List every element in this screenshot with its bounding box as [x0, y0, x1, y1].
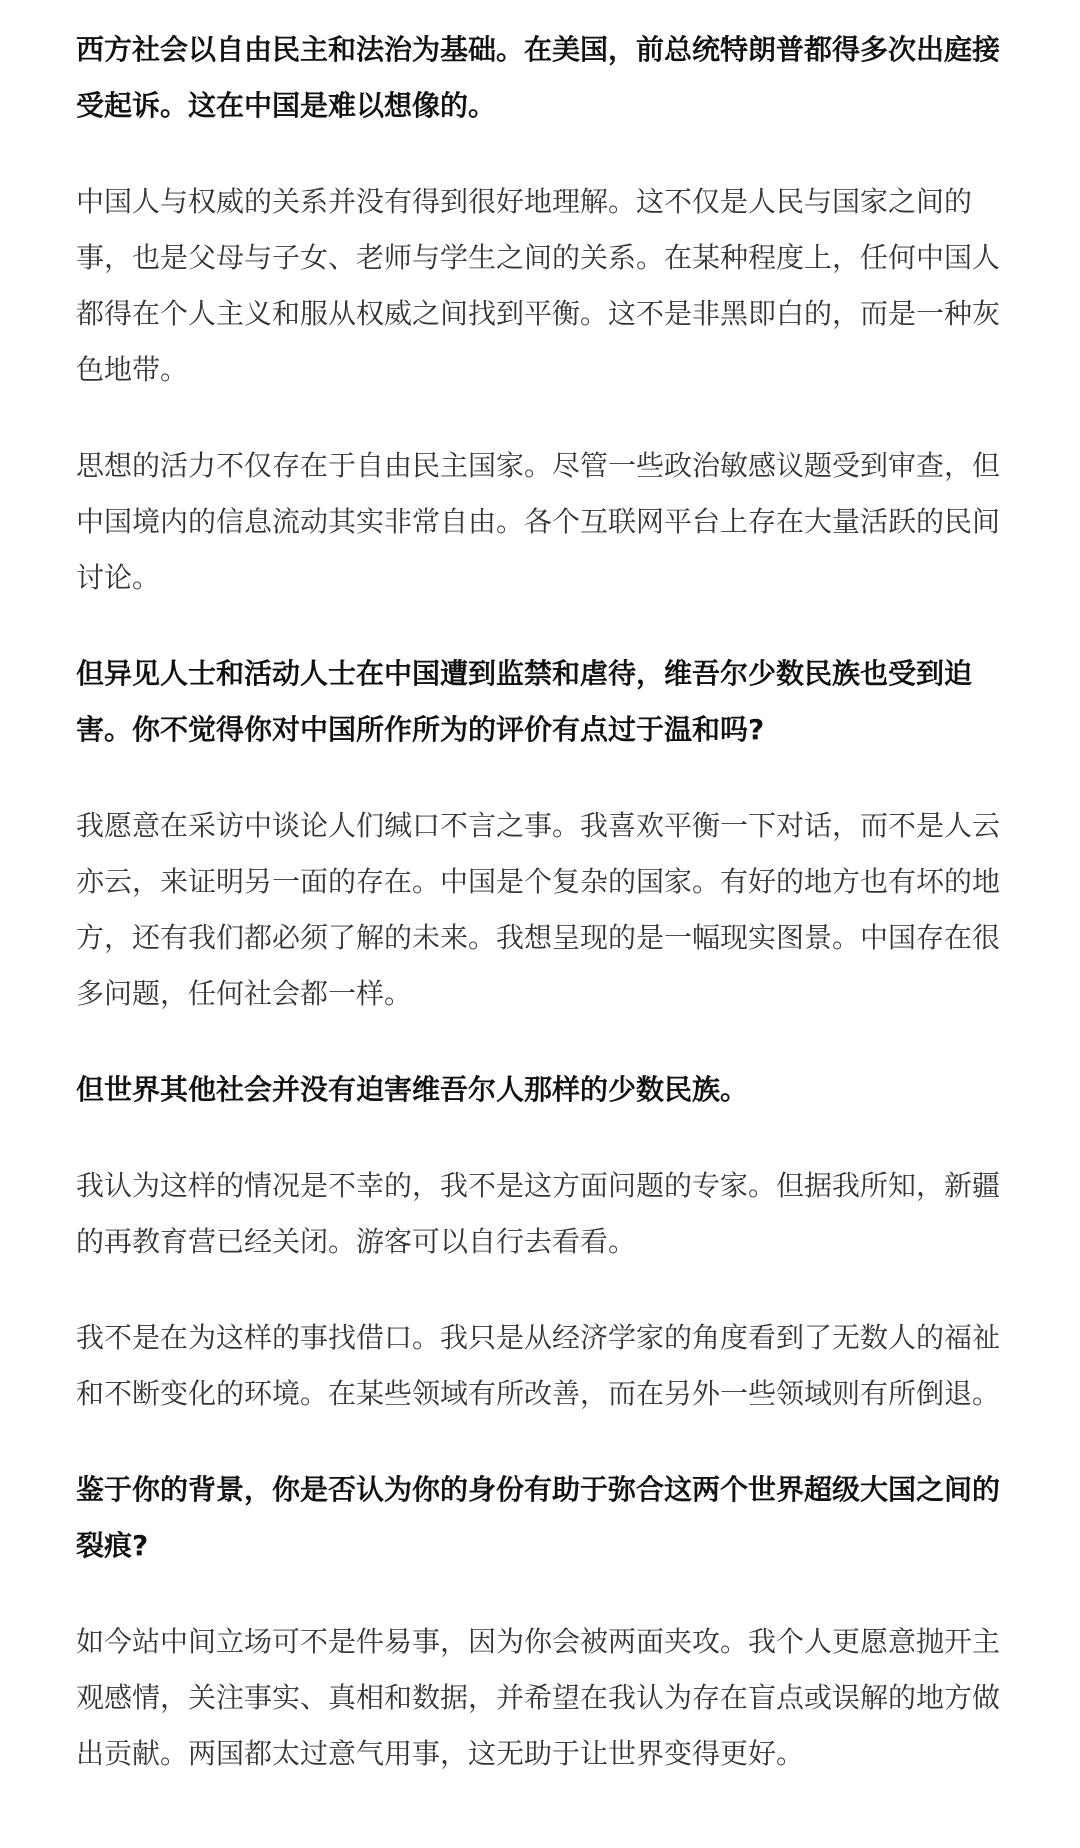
answer-paragraph: 思想的活力不仅存在于自由民主国家。尽管一些政治敏感议题受到审查，但中国境内的信息流动其实非常自由。各个互联网平台上存在大量活跃的民间讨论。: [76, 449, 1001, 594]
question-paragraph: 鉴于你的背景，你是否认为你的身份有助于弥合这两个世界超级大国之间的裂痕?: [76, 1473, 1001, 1562]
question-paragraph: 西方社会以自由民主和法治为基础。在美国，前总统特朗普都得多次出庭接受起诉。这在中国是难以想像的。: [76, 33, 1001, 122]
question-paragraph: 但异见人士和活动人士在中国遭到监禁和虐待，维吾尔少数民族也受到迫害。你不觉得你对中国所作所为的评价有点过于温和吗?: [76, 657, 973, 746]
answer-paragraph: 我不是在为这样的事找借口。我只是从经济学家的角度看到了无数人的福祉和不断变化的环境。在某些领域有所改善，而在另外一些领域则有所倒退。: [76, 1321, 1001, 1410]
answer-paragraph: 中国人与权威的关系并没有得到很好地理解。这不仅是人民与国家之间的事，也是父母与子女、老师与学生之间的关系。在某种程度上，任何中国人都得在个人主义和服从权威之间找到平衡。这不是非黑即白的，而是一种灰色地带。: [76, 185, 1001, 386]
answer-paragraph: 如今站中间立场可不是件易事，因为你会被两面夹攻。我个人更愿意抛开主观感情，关注事实、真相和数据，并希望在我认为存在盲点或误解的地方做出贡献。两国都太过意气用事，这无助于让世界变得更好。: [76, 1625, 1001, 1770]
question-paragraph: 但世界其他社会并没有迫害维吾尔人那样的少数民族。: [76, 1073, 749, 1106]
answer-paragraph: 我认为这样的情况是不幸的，我不是这方面问题的专家。但据我所知，新疆的再教育营已经关闭。游客可以自行去看看。: [76, 1169, 1001, 1258]
article-body: [76, 22, 1016, 1822]
answer-paragraph: 我愿意在采访中谈论人们缄口不言之事。我喜欢平衡一下对话，而不是人云亦云，来证明另一面的存在。中国是个复杂的国家。有好的地方也有坏的地方，还有我们都必须了解的未来。我想呈现的是一幅现实图景。中国存在很多问题，任何社会都一样。: [76, 809, 1001, 1010]
